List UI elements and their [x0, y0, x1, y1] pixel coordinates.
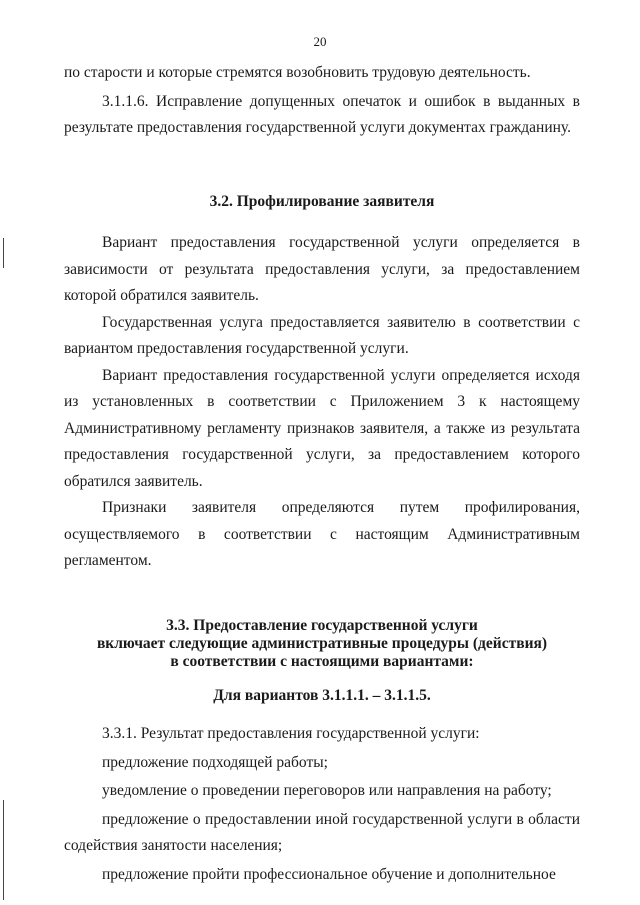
margin-mark-top	[3, 238, 4, 268]
paragraph-continuation: по старости и которые стремятся возобновить трудовую деятельность.	[64, 64, 531, 81]
variants-title: Для вариантов 3.1.1.1. – 3.1.1.5.	[213, 686, 431, 704]
paragraph-criteria: Признаки заявителя определяются путем профилирования, осуществляемого в соответствии с настоящим Административным регламентом.	[64, 499, 580, 569]
section-3-3-heading	[64, 617, 580, 671]
list-item: предложение пройти профессиональное обучение и дополнительное	[102, 865, 556, 883]
section-3-3-title-line3: в соответствии с настоящими вариантами:	[170, 652, 474, 670]
margin-mark-bottom	[3, 800, 4, 900]
paragraph-variant-basis: Вариант предоставления государственной услуги определяется исходя из установленных в соответствии с Приложением 3 к настоящему Административному регламенту признаков заявителя, а также из результата предоставления государственной услуги, за предоставлением которого обратился заявитель.	[64, 366, 580, 490]
list-item: предложение о предоставлении иной государственной услуги в области содействия занятости населения;	[64, 810, 580, 854]
section-3-3-title-line2: включает следующие административные процедуры (действия)	[96, 634, 548, 652]
paragraph-service: Государственная услуга предоставляется заявителю в соответствии с вариантом предоставления государственной услуги.	[64, 313, 580, 357]
list-item: предложение подходящей работы;	[102, 753, 328, 771]
paragraph-3-1-1-6: 3.1.1.6. Исправление допущенных опечаток и ошибок в выданных в результате предоставления государственной услуги документах гражданину.	[64, 92, 580, 136]
section-3-3-title-line1: 3.3. Предоставление государственной услуги	[166, 616, 478, 634]
document-body	[64, 60, 580, 888]
paragraph-variant: Вариант предоставления государственной услуги определяется в зависимости от результата предоставления услуги, за предоставлением которой обратился заявитель.	[64, 234, 580, 304]
list-item: уведомление о проведении переговоров или направления на работу;	[102, 782, 552, 799]
paragraph-3-3-1: 3.3.1. Результат предоставления государственной услуги:	[102, 725, 480, 742]
section-3-2-title: 3.2. Профилирование заявителя	[209, 192, 435, 210]
page-number: 20	[313, 34, 327, 49]
